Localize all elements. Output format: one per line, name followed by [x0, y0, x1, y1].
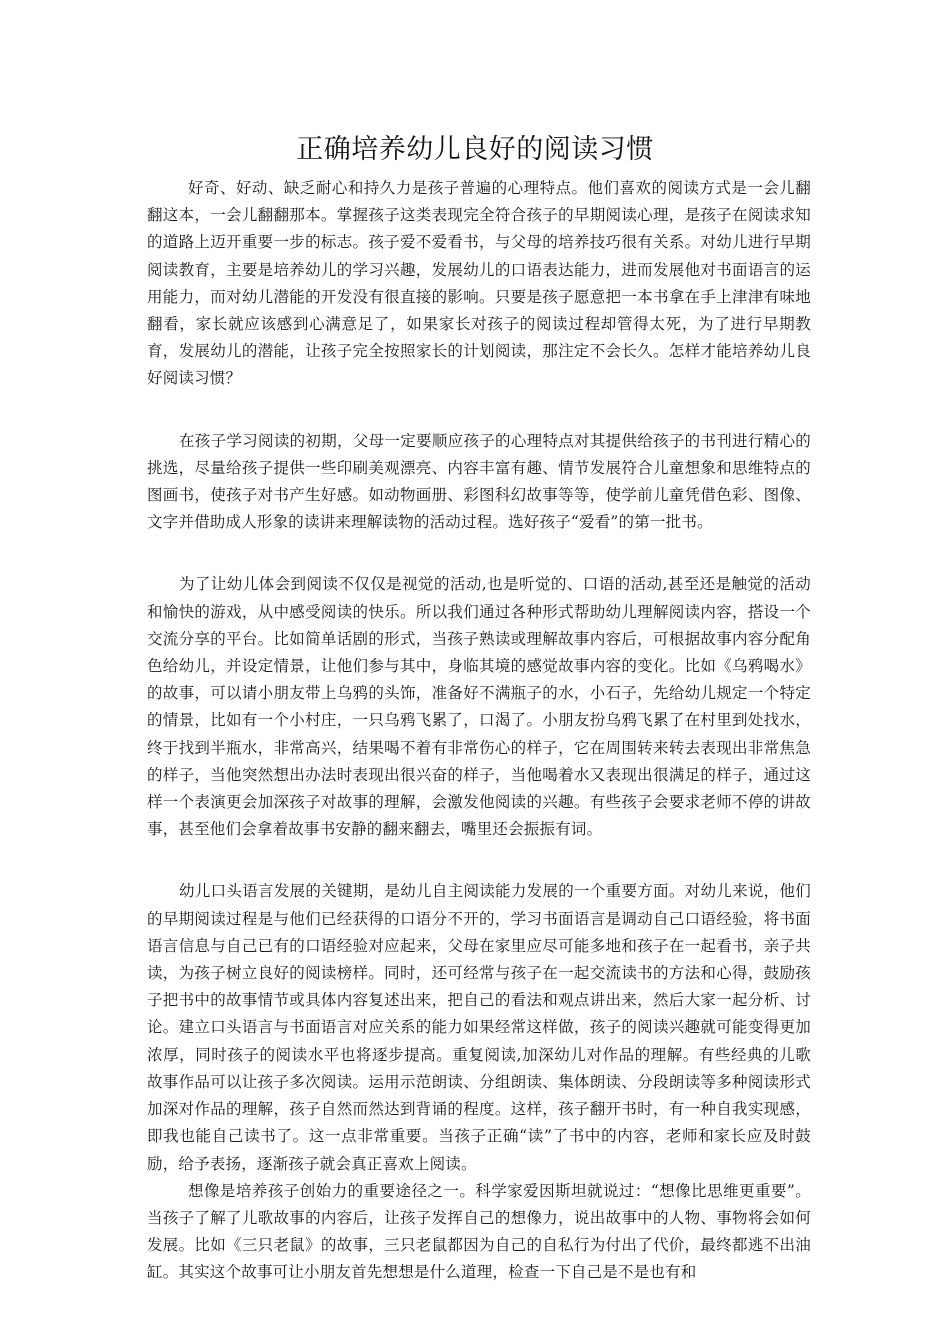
- document-body: [147, 175, 811, 1287]
- paragraph-3: 为了让幼儿体会到阅读不仅仅是视觉的活动,也是听觉的、口语的活动,甚至还是触觉的活动和愉快的游戏，从中感受阅读的快乐。所以我们通过各种形式帮助幼儿理解阅读内容，搭设一个交流分享的平台。比如简单话剧的形式，当孩子熟读或理解故事内容后，可根据故事内容分配角色给幼儿，并设定情景，让他们参与其中，身临其境的感觉故事内容的变化。比如《乌鸦喝水》的故事，可以请小朋友带上乌鸦的头饰，准备好不满瓶子的水，小石子，先给幼儿规定一个特定的情景，比如有一个小村庄，一只乌鸦飞累了，口渴了。小朋友扮乌鸦飞累了在村里到处找水，终于找到半瓶水，非常高兴，结果喝不着有非常伤心的样子，它在周围转来转去表现出非常焦急的样子，当他突然想出办法时表现出很兴奋的样子，当他喝着水又表现出很满足的样子，通过这样一个表演更会加深孩子对故事的理解，会激发他阅读的兴趣。有些孩子会要求老师不停的讲故事，甚至他们会拿着故事书安静的翻来翻去，嘴里还会振振有词。: [147, 575, 811, 839]
- paragraph-2: 在孩子学习阅读的初期，父母一定要顺应孩子的心理特点对其提供给孩子的书刊进行精心的挑选，尽量给孩子提供一些印刷美观漂亮、内容丰富有趣、情节发展符合儿童想象和思维特点的图画书，使孩子对书产生好感。如动物画册、彩图科幻故事等等，使学前儿童凭借色彩、图像、文字并借助成人形象的读讲来理解读物的活动过程。选好孩子“爱看”的第一批书。: [147, 431, 811, 532]
- paragraph-5: 想像是培养孩子创始力的重要途径之一。科学家爱因斯坦就说过：“想像比思维更重要”。当孩子了解了儿歌故事的内容后，让孩子发挥自己的想像力，说出故事中的人物、事物将会如何发展。比如《三只老鼠》的故事，三只老鼠都因为自己的自私行为付出了代价，最终都逃不出油缸。其实这个故事可让小朋友首先想想是什么道理，检查一下自己是不是也有和: [147, 1181, 811, 1282]
- paragraph-1: 好奇、好动、缺乏耐心和持久力是孩子普遍的心理特点。他们喜欢的阅读方式是一会儿翻翻这本，一会儿翻翻那本。掌握孩子这类表现完全符合孩子的早期阅读心理，是孩子在阅读求知的道路上迈开重要一步的标志。孩子爱不爱看书，与父母的培养技巧很有关系。对幼儿进行早期阅读教育，主要是培养幼儿的学习兴趣，发展幼儿的口语表达能力，进而发展他对书面语言的运用能力，而对幼儿潜能的开发没有很直接的影响。只要是孩子愿意把一本书拿在手上津津有味地翻看，家长就应该感到心满意足了，如果家长对孩子的阅读过程却管得太死，为了进行早期教育，发展幼儿的潜能，让孩子完全按照家长的计划阅读，那注定不会长久。怎样才能培养幼儿良好阅读习惯？: [147, 179, 811, 388]
- paragraph-4: 幼儿口头语言发展的关键期，是幼儿自主阅读能力发展的一个重要方面。对幼儿来说，他们的早期阅读过程是与他们已经获得的口语分不开的，学习书面语言是调动自己口语经验，将书面语言信息与自己已有的口语经验对应起来，父母在家里应尽可能多地和孩子在一起看书，亲子共读，为孩子树立良好的阅读榜样。同时，还可经常与孩子在一起交流读书的方法和心得，鼓励孩子把书中的故事情节或具体内容复述出来，把自己的看法和观点讲出来，然后大家一起分析、讨论。建立口头语言与书面语言对应关系的能力如果经常这样做，孩子的阅读兴趣就可能变得更加浓厚，同时孩子的阅读水平也将逐步提高。重复阅读,加深幼儿对作品的理解。有些经典的儿歌故事作品可以让孩子多次阅读。运用示范朗读、分组朗读、集体朗读、分段朗读等多种阅读形式加深对作品的理解，孩子自然而然达到背诵的程度。这样，孩子翻开书时，有一种自我实现感，即我也能自己读书了。这一点非常重要。当孩子正确“读”了书中的内容，老师和家长应及时鼓励，给予表扬，逐渐孩子就会真正喜欢上阅读。: [147, 882, 811, 1173]
- document-title: 正确培养幼儿良好的阅读习惯: [296, 134, 654, 165]
